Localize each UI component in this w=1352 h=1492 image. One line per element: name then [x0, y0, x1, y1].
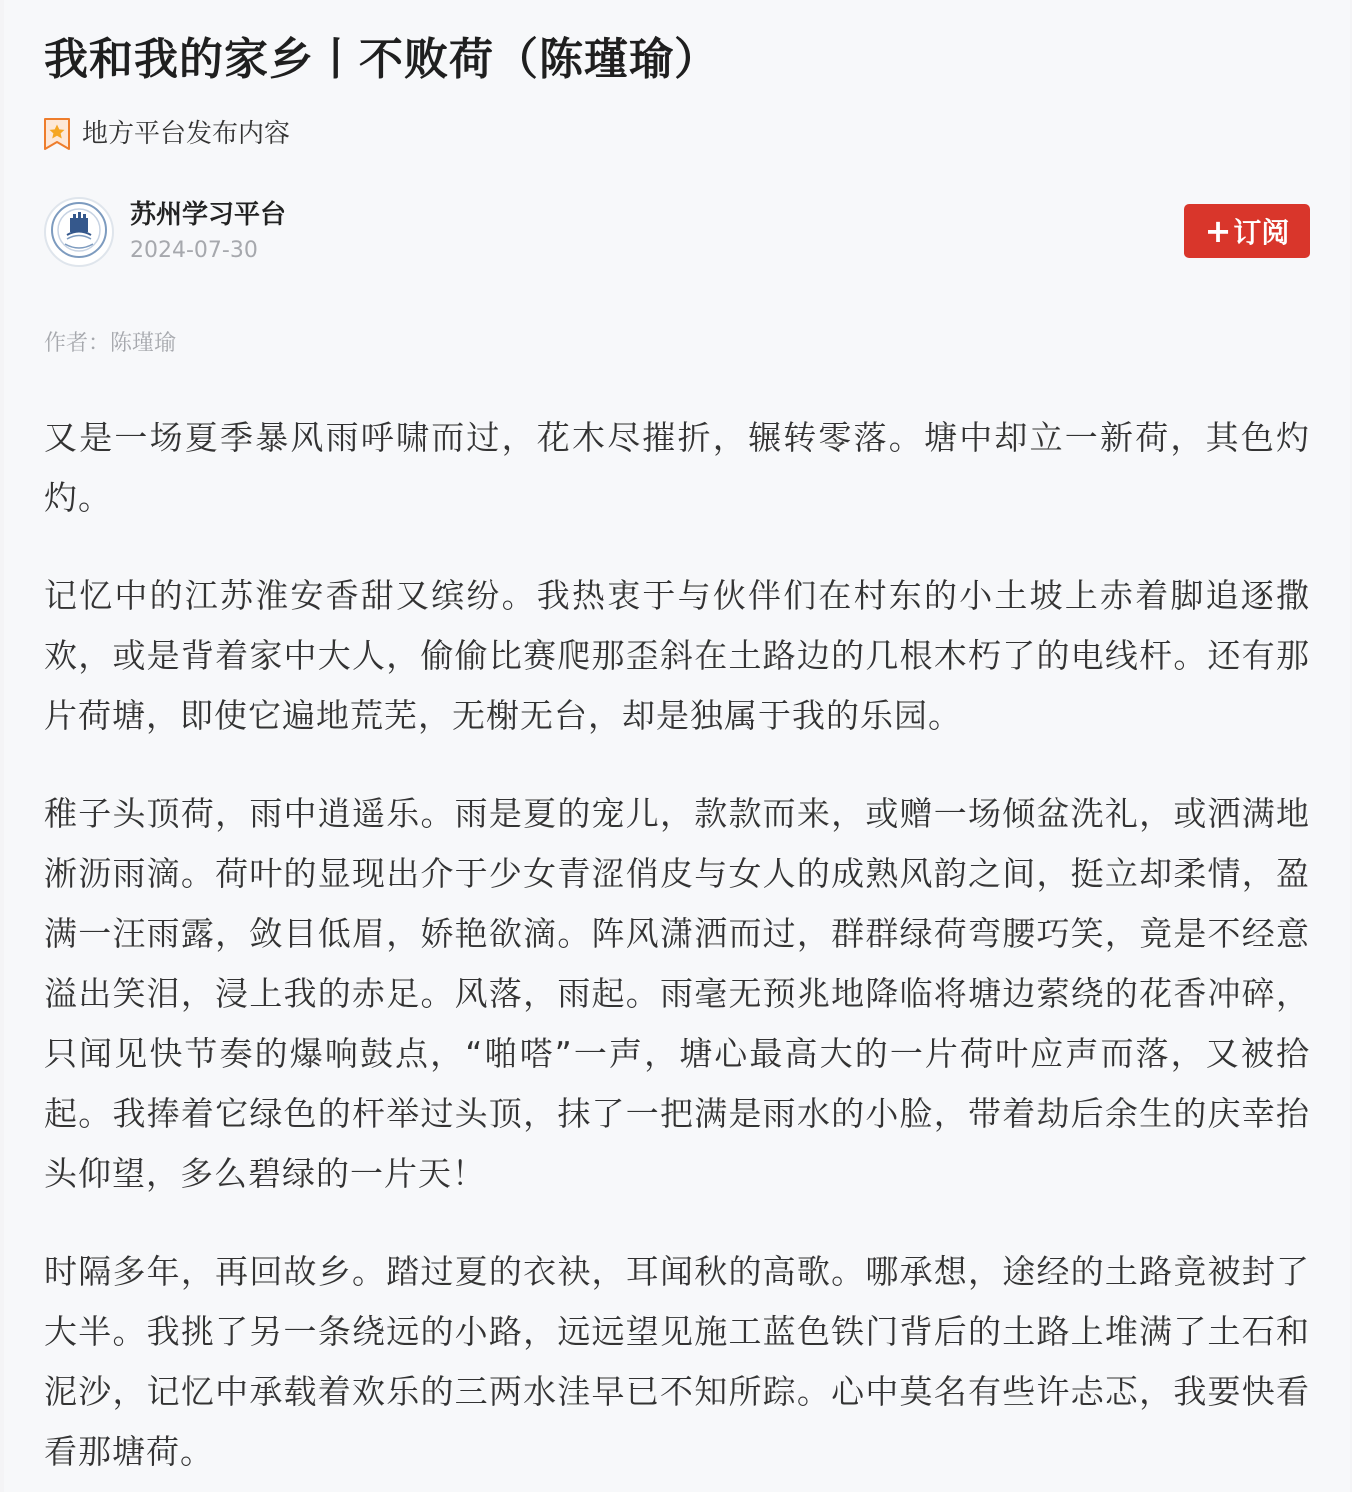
plus-icon: + — [1204, 212, 1232, 250]
article-paragraph: 时隔多年，再回故乡。踏过夏的衣袂，耳闻秋的高歌。哪承想，途经的土路竟被封了大半。我挑了另一条绕远的小路，远远望见施工蓝色铁门背后的土路上堆满了土石和泥沙，记忆中承载着欢乐的三两水洼早已不知所踪。心中莫名有些许忐忑，我要快看看那塘荷。 — [44, 1252, 1310, 1471]
subscribe-label: 订阅 — [1233, 216, 1290, 249]
article-paragraph: 又是一场夏季暴风雨呼啸而过，花木尽摧折，辗转零落。塘中却立一新荷，其色灼灼。 — [44, 418, 1310, 517]
author-line: 作者：陈瑾瑜 — [44, 331, 177, 356]
article-title: 我和我的家乡丨不败荷（陈瑾瑜） — [44, 34, 719, 85]
suzhou-logo-icon — [49, 200, 109, 264]
platform-tag — [44, 114, 1310, 154]
subscribe-button[interactable] — [1184, 204, 1310, 258]
publish-date: 2024-07-30 — [130, 238, 258, 263]
source-name[interactable]: 苏州学习平台 — [130, 200, 287, 230]
source-bar — [44, 194, 1310, 270]
article-body — [44, 408, 1310, 1482]
article-paragraph: 记忆中的江苏淮安香甜又缤纷。我热衷于与伙伴们在村东的小土坡上赤着脚追逐撒欢，或是背着家中大人，偷偷比赛爬那歪斜在土路边的几根木朽了的电线杆。还有那片荷塘，即使它遍地荒芜，无榭无台，却是独属于我的乐园。 — [44, 576, 1310, 735]
source-meta — [130, 197, 286, 267]
article-page — [4, 0, 1350, 1492]
avatar[interactable] — [44, 197, 114, 267]
star-badge-icon — [44, 118, 70, 150]
platform-tag-label: 地方平台发布内容 — [82, 119, 291, 149]
article-paragraph: 稚子头顶荷，雨中逍遥乐。雨是夏的宠儿，款款而来，或赠一场倾盆洗礼，或洒满地淅沥雨滴。荷叶的显现出介于少女青涩俏皮与女人的成熟风韵之间，挺立却柔情，盈满一汪雨露，敛目低眉，娇艳欲滴。阵风潇洒而过，群群绿荷弯腰巧笑，竟是不经意溢出笑泪，浸上我的赤足。风落，雨起。雨毫无预兆地降临将塘边萦绕的花香冲碎，只闻见快节奏的爆响鼓点，“啪嗒”一声，塘心最高大的一片荷叶应声而落，又被拾起。我捧着它绿色的杆举过头顶，抹了一把满是雨水的小脸，带着劫后余生的庆幸抬头仰望，多么碧绿的一片天！ — [44, 794, 1310, 1193]
